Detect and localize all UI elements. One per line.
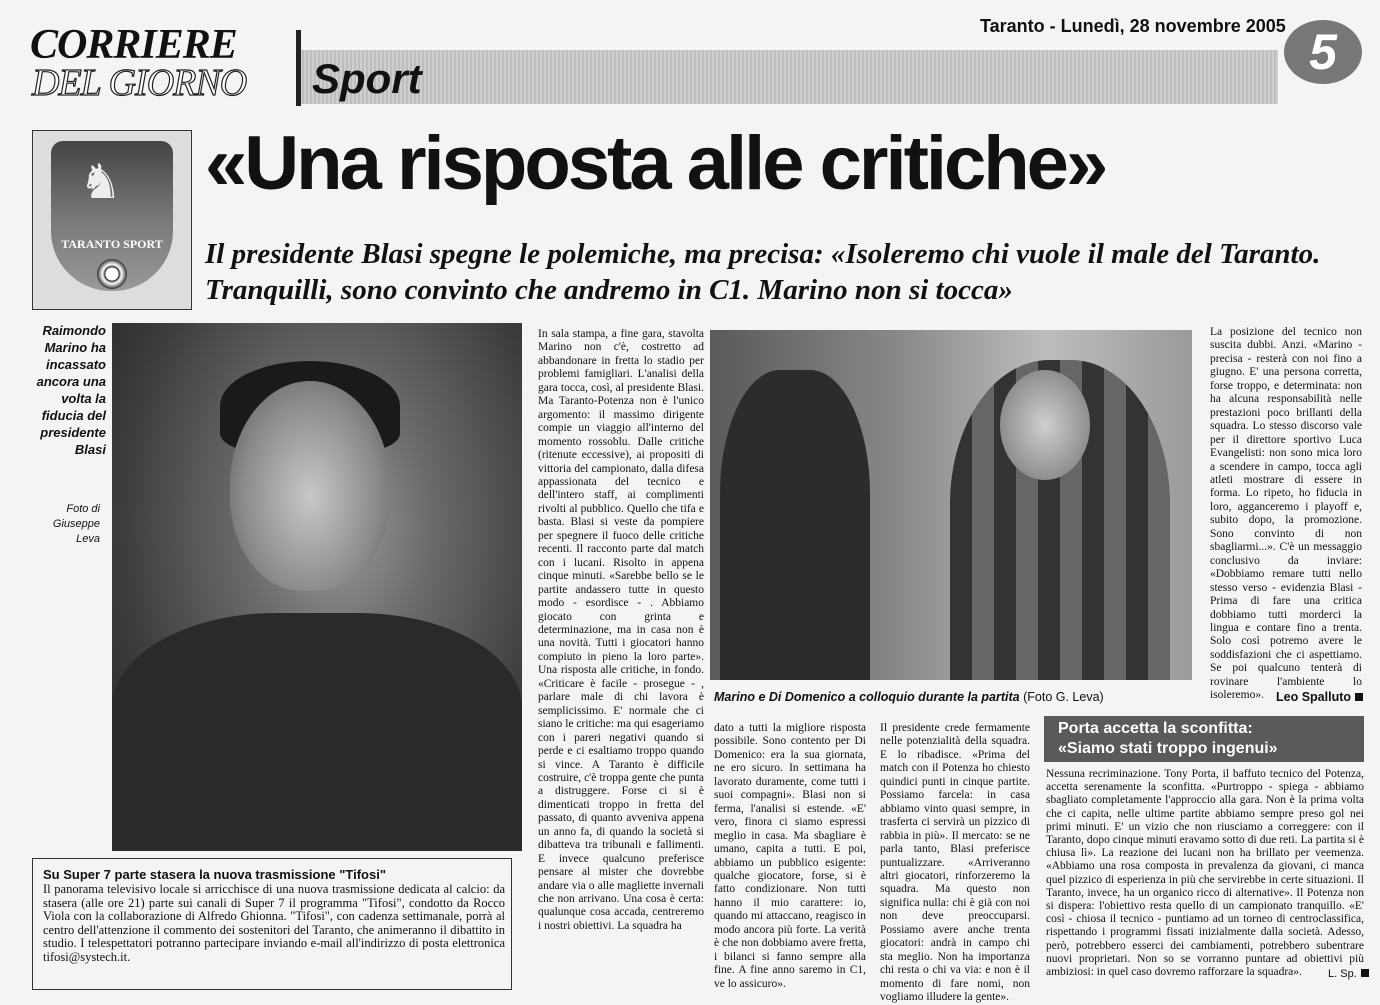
article-column-1: In sala stampa, a fine gara, stavolta Marino non c'è, costretto ad abbandonare in fretta lo stadio per problemi famigliari. L'analisi della gara tocca, così, al presidente Blasi. Ma Taranto-Potenza non è l'unico argomento: il massimo dirigente compie un viaggio all'interno del momento rossoblu. Dalle critiche (ritenute eccessive), ai propositi di vittoria del campionato, dalla difesa appassionata del tecnico e dell'intero staff, ai complimenti rivolti al pubblico. Quello che tifa e basta. Blasi si veste da pompiere per spegnere il fuoco delle critiche recenti. Il racconto parte dal match con i lucani. Risolto in appena cinque minuti. «Sarebbe bello se le partite andassero tutte in questo modo - esordisce - . Abbiamo giocato con grinta e determinazione, ma in casa non è una novità. Tutti i giocatori hanno compiuto in pieno la loro parte». Una risposta alle critiche, in fondo. «Criticare è facile - prosegue - , parlare male di chi lavora è semplicissimo. E' normale che ci siano le critiche: ma qui esageriamo con i pareri negativi quando si perde e ci esaltiamo troppo quando si vince. A Taranto è difficile costruire, c'è troppa gente che punta a distruggere. Forse ci si è dimenticati troppo in fretta del passato, di quanto avveniva appena un anno fa, di quando la società si dibatteva tra tribunali e fallimenti. E invece qualcuno preferisce pensare al mister che dovrebbe andare via o alle magliette invernali che non arrivano. Una cosa è certa: qualunque cosa accada, centreremo i nostri obiettivi. La squadra ha (538, 328, 704, 932)
porta-byline (1328, 968, 1369, 980)
photo-marino-portrait (112, 323, 522, 851)
section-bar (300, 50, 1278, 104)
photo-marino-di-domenico (710, 330, 1192, 680)
photo2-caption (714, 690, 1104, 704)
dolphin-rider-icon: ♞ (79, 156, 123, 209)
porta-headline-line1: Porta accetta la sconfitta: (1058, 720, 1253, 737)
section-label: Sport (312, 55, 422, 102)
club-crest (51, 141, 173, 291)
dateline: Taranto - Lunedì, 28 novembre 2005 (980, 16, 1286, 36)
photo1-credit: Foto di Giuseppe Leva (52, 503, 100, 545)
article-column-3: Il presidente crede fermamente nelle potenzialità della squadra. E lo ribadisce. «Prima del match con il Potenza ho chiesto quindici punti in cinque partite. Possiamo farcela: in casa abbiamo vinto quasi sempre, in trasferta ci servirà un pizzico di rabbia in più». Il mercato: se ne parla tanto, Blasi preferisce puntualizzare. «Arriveranno altri giocatori, rinforzeremo la squadra. Ma questo non significa nulla: chi è già con noi non deve preoccuparsi. Possiamo avere anche trenta giocatori: andrà in campo chi sta meglio. Non ha importanza chi resta o chi va via: e non è il momento di fare nomi, non vogliamo illudere la gente». (880, 722, 1030, 1004)
article-column-2: dato a tutti la migliore risposta possibile. Sono contento per Di Domenico: era la sua giornata, ne ero sicuro. In settimana ha lavorato duramente, come tutti i suoi compagni». Blasi non si ferma, l'analisi si estende. «E' vero, finora ci siamo espressi meglio in casa. Ma sbagliare è umano, capita a tutti. E poi, abbiamo un pubblico esigente: qualche giocatore, forse, si è fatto condizionare. Non tutti hanno il mio carattere: io, quando mi attaccano, reagisco in modo ancora più forte. La verità è che non dobbiamo avere fretta, i bilanci si fanno sempre alla fine. A fine anno saremo in C1, ve lo assicuro». (714, 722, 866, 990)
masthead-divider (296, 30, 301, 106)
masthead-subtitle: DEL GIORNO (32, 62, 247, 104)
club-logo-box (32, 130, 192, 310)
tifosi-title: Su Super 7 parte stasera la nuova trasmissione "Tifosi" (43, 867, 386, 882)
photo2-credit: (Foto G. Leva) (1023, 690, 1104, 704)
porta-headline-line2: «Siamo stati troppo ingenui» (1058, 740, 1278, 757)
porta-body: Nessuna recriminazione. Tony Porta, il baffuto tecnico del Potenza, accetta serenamente la sconfitta. «Purtroppo - spiega - abbiamo sbagliato completamente l'approccio alla gara. Non è la prima volta che ci capita, nelle ultime partite abbiamo sempre preso gol nei primi minuti. E' un vizio che non riusciamo a correggere: con il Taranto, dopo cinque minuti eravamo sotto di due reti. La partita si è chiusa lì». La reazione dei lucani non ha brillato per veemenza. «Abbiamo una rosa composta in prevalenza da giovani, ci manca quel pizzico di esperienza in più che servirebbe in certe situazioni. Il Taranto, invece, ha un organico ricco di alternative». Il Potenza non si dispera: l'obiettivo resta quello di un campionato tranquillo. «E' così - chiosa il tecnico - puntiamo ad un torneo di centroclassifica, rispettando i programmi fissati inizialmente dalla società. Adesso, però, potrebbero esserci dei cambiamenti, potrebbero subentrare nuovi proprietari. Non so se vorranno puntare ad obiettivi più ambiziosi: in quel caso dovremo rafforzare la squadra». (1046, 768, 1364, 979)
end-square-icon (1355, 693, 1363, 701)
byline-text: Leo Spalluto (1276, 690, 1351, 704)
tifosi-box (32, 858, 512, 990)
football-icon (97, 259, 127, 289)
porta-headline (1044, 716, 1364, 762)
photo1-caption: Raimondo Marino ha incassato ancora una volta la fiducia del presidente Blasi (36, 323, 106, 457)
photo2-caption-text: Marino e Di Domenico a colloquio durante la partita (714, 690, 1020, 704)
club-crest-text: TARANTO SPORT (61, 237, 163, 251)
masthead-title: CORRIERE (30, 22, 237, 68)
end-square-icon (1361, 969, 1369, 977)
article-column-4: La posizione del tecnico non suscita dubbi. Anzi. «Marino - precisa - resterà con noi fino a giugno. E' una persona corretta, forse troppo, e determinata: non ha alcuna responsabilità nelle prestazioni poco brillanti della squadra. Lo stesso discorso vale per il direttore sportivo Luca Evangelisti: non sono mica loro a scendere in campo, tocca agli atleti mostrare di essere in forma. Lo ripeto, ho fiducia in loro, agganceremo i playoff e, subito dopo, la promozione. Sono convinto di non sbagliarmi...». C'è un messaggio conclusivo da inviare: «Dobbiamo remare tutti nello stesso verso - evidenzia Blasi - Prima di fare una critica dobbiamo tutti morderci la lingua e contare fino a trenta. Solo così potremo avere le soddisfazioni che ci aspettiamo. Se poi qualcuno tenterà di rovinare l'ambiente lo isoleremo». (1210, 326, 1362, 702)
page-number-badge: 5 (1284, 20, 1362, 84)
subheadline: Il presidente Blasi spegne le polemiche, ma precisa: «Isoleremo chi vuole il male del Taranto. Tranquilli, sono convinto che andremo in C1. Marino non si tocca» (205, 238, 1321, 306)
tifosi-body: Il panorama televisivo locale si arricchisce di una nuova trasmissione dedicata al calcio: da stasera (alle ore 21) parte sui canali di Super 7 il programma "Tifosi", condotto da Rocco Viola con la collaborazione di Alfredo Ghionna. "Tifosi", con cadenza settimanale, porrà al centro dell'attenzione il commento dei sostenitori del Taranto, che animeranno il dibattito in studio. I telespettatori potranno partecipare inviando e-mail all'indirizzo di posta elettronica tifosi@systech.it. (43, 882, 505, 964)
headline: «Una risposta alle critiche» (205, 121, 1106, 206)
byline (1276, 690, 1363, 704)
porta-byline-text: L. Sp. (1328, 968, 1357, 980)
